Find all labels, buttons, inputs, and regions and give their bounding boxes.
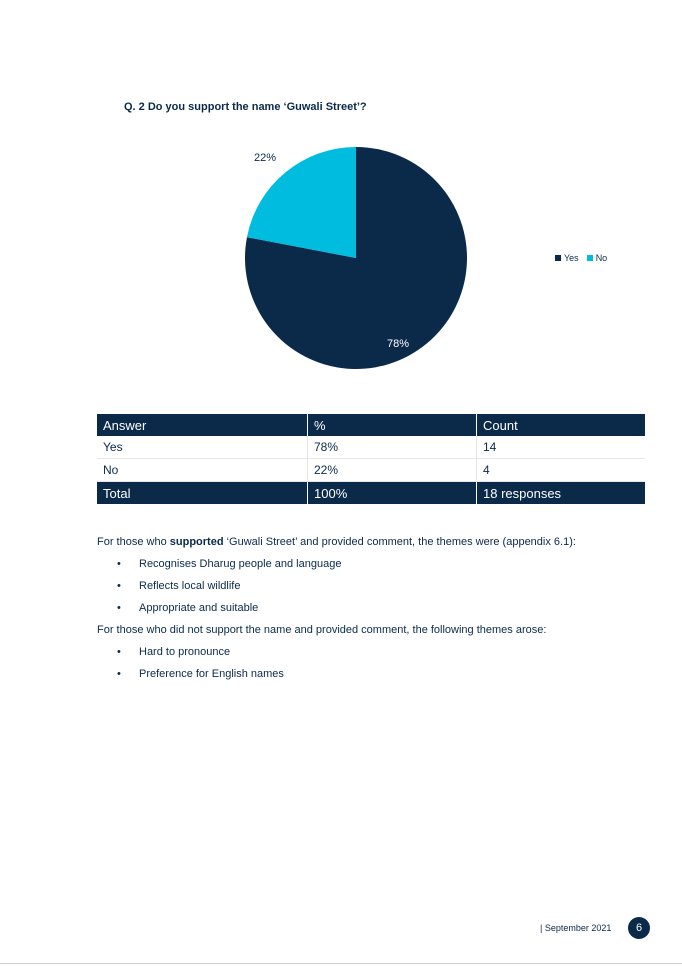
support-themes-list bbox=[117, 558, 341, 624]
table-row bbox=[97, 459, 645, 482]
total-percent: 100% bbox=[308, 482, 477, 505]
oppose-intro: For those who did not support the name and provided comment, the following themes arose: bbox=[97, 624, 547, 636]
cell-percent: 22% bbox=[308, 459, 477, 482]
chart-legend bbox=[555, 253, 607, 263]
list-item bbox=[117, 646, 284, 668]
list-item-text: Reflects local wildlife bbox=[139, 580, 241, 592]
legend-label-yes: Yes bbox=[564, 253, 579, 263]
support-intro-bold: supported bbox=[169, 536, 224, 548]
header-percent: % bbox=[308, 414, 477, 436]
cell-percent: 78% bbox=[308, 436, 477, 459]
total-label: Total bbox=[97, 482, 308, 505]
support-intro bbox=[97, 536, 576, 548]
results-table bbox=[97, 414, 645, 504]
header-answer: Answer bbox=[97, 414, 308, 436]
legend-swatch-no bbox=[587, 255, 593, 261]
list-item bbox=[117, 580, 341, 602]
page-bottom-divider bbox=[0, 963, 682, 964]
pie-chart bbox=[0, 0, 682, 400]
bullet: • bbox=[117, 580, 121, 592]
cell-answer: No bbox=[97, 459, 308, 482]
bullet: • bbox=[117, 668, 121, 680]
support-intro-after: ‘Guwali Street’ and provided comment, the themes were (appendix 6.1): bbox=[223, 536, 576, 548]
header-count: Count bbox=[477, 414, 646, 436]
list-item-text: Hard to pronounce bbox=[139, 646, 231, 658]
list-item-text: Recognises Dharug people and language bbox=[139, 558, 342, 570]
list-item bbox=[117, 602, 341, 624]
legend-label-no: No bbox=[595, 253, 608, 263]
page-number: 6 bbox=[628, 917, 650, 939]
list-item-text: Appropriate and suitable bbox=[139, 602, 259, 614]
total-count: 18 responses bbox=[477, 482, 646, 505]
question-heading: Q. 2 Do you support the name ‘Guwali Street’? bbox=[124, 101, 367, 113]
footer-date: | September 2021 bbox=[540, 923, 612, 933]
oppose-themes-list bbox=[117, 646, 284, 690]
list-item bbox=[117, 668, 284, 690]
cell-answer: Yes bbox=[97, 436, 308, 459]
support-intro-before: For those who bbox=[97, 536, 170, 548]
legend-item-yes bbox=[555, 253, 579, 263]
table-row bbox=[97, 436, 645, 459]
pie-label-no: 22% bbox=[253, 152, 277, 164]
cell-count: 4 bbox=[477, 459, 646, 482]
table-total-row bbox=[97, 482, 645, 505]
legend-swatch-yes bbox=[555, 255, 561, 261]
bullet: • bbox=[117, 602, 121, 614]
table-header-row bbox=[97, 414, 645, 436]
bullet: • bbox=[117, 558, 121, 570]
legend-item-no bbox=[587, 253, 608, 263]
cell-count: 14 bbox=[477, 436, 646, 459]
list-item-text: Preference for English names bbox=[139, 668, 284, 680]
list-item bbox=[117, 558, 341, 580]
pie-label-yes: 78% bbox=[386, 338, 410, 350]
bullet: • bbox=[117, 646, 121, 658]
